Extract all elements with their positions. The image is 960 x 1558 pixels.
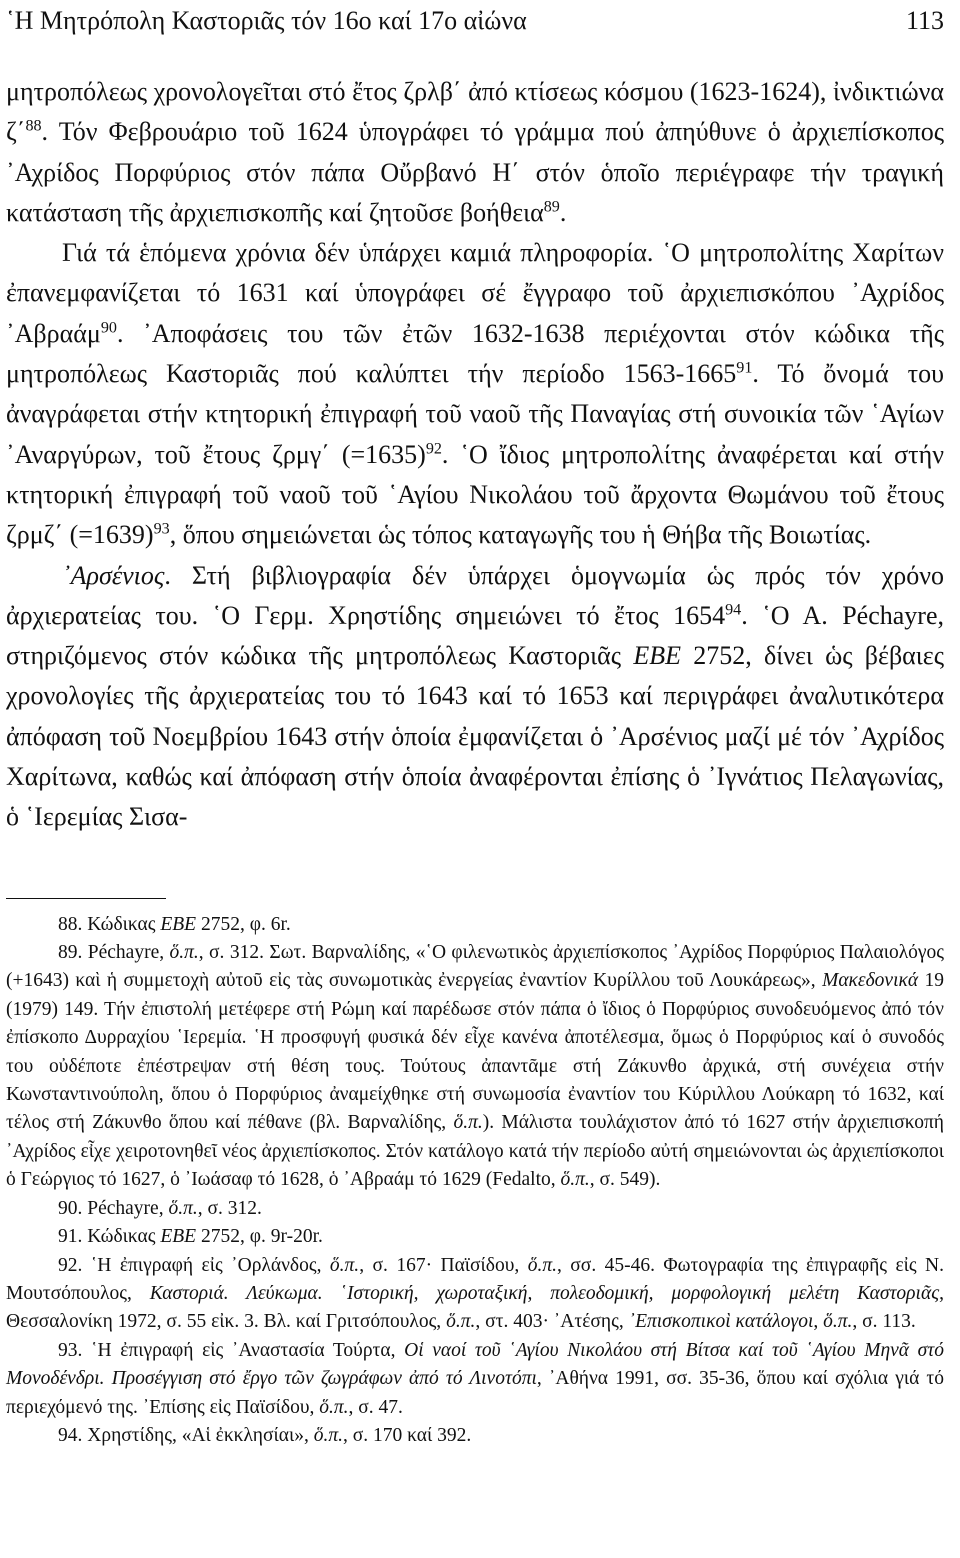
footnote-94: [6, 1422, 944, 1450]
page-number: 113: [905, 6, 944, 35]
text-run: , στ. 403· ᾿Ατέσης,: [475, 1311, 629, 1333]
journal-title: Μακεδονικά: [822, 970, 919, 992]
text-run: . ᾿Αποφάσεις του τῶν ἐτῶν 1632-1638 περιέχονται στόν κώδικα τῆς μητροπόλεως Καστοριᾶς πού καλύπτει τήν περίοδο 1563-1665: [6, 318, 944, 389]
op-cit: ὅ.π.: [168, 1197, 198, 1219]
text-run: , σσ. 45-46. Φωτογραφία της ἐπιγραφῆς εἰς Ν. Μουτσόπουλος,: [6, 1254, 944, 1304]
footnote-90: [6, 1195, 944, 1223]
op-cit: ὅ.π.: [823, 1311, 853, 1333]
text-run: .: [559, 197, 567, 227]
footnote-ref-90: 90: [100, 319, 117, 337]
bishop-name: ᾿Αρσένιος: [62, 560, 165, 590]
book-title: Οἱ ναοί τοῦ ῾Αγίου Νικολάου στή Βίτσα καί τοῦ ῾Αγίου Μηνᾶ στό Μονοδένδρι. Προσέγγιση στό ἔργο τῶν ζωγράφων ἀπό τό Λινοτόπι: [6, 1339, 945, 1390]
op-cit: ὅ.π.: [329, 1254, 360, 1276]
text-run: 2752, φ. 9r-20r.: [196, 1226, 323, 1248]
footnote-ref-92: 92: [425, 440, 442, 458]
text-run: ). Μάλιστα τουλάχιστον ἀπό τό 1627 στήν ἀρχιεπισκοπή ᾿Αχρίδος εἶχε χειροτονηθεῖ νέος ἀρχιεπίσκοπος. Στόν κατάλογο κατά τήν περίοδο αὐτή σημειώνονται ὡς ἀρχιεπίσκοποι ὁ Γεώργιος τό 1627, ὁ ᾿Ιωάσαφ τό 1628, ὁ ᾿Αβραάμ τό 1629 (Fedalto,: [6, 1112, 944, 1191]
text-run: . Στή βιβλιογραφία δέν ὑπάρχει ὁμογνωμία ὡς πρός τόν χρόνο ἀρχιερατείας του. ῾Ο Γερμ. Χρηστίδης σημειώνει τό ἔτος 1654: [6, 560, 944, 630]
paragraph-3: [6, 556, 944, 838]
text-run: 91. Κώδικας: [58, 1226, 161, 1248]
paragraph-1: [6, 72, 944, 233]
codex-abbrev: EBE: [160, 1226, 197, 1248]
book-title: Καστοριά. Λεύκωμα. ῾Ιστορική, χωροταξική, πολεοδομική, μορφολογική μελέτη Καστοριᾶς: [149, 1282, 940, 1304]
text-run: 2752, δίνει ὡς βέβαιες χρονολογίες τῆς ἀρχιερατείας του τό 1643 καί τό 1653 καί περιγράφει ἀναλυτικότερα ἀπόφαση τοῦ Νοεμβρίου 1643 στήν ὁποία ἐμφανίζεται ὁ ᾿Αρσένιος μαζί μέ τόν ᾿Αχρίδος Χαρίτωνα, καθώς καί ἀπόφαση στήν ὁποία ἀναφέρονται ἐπίσης ὁ ᾿Ιγνάτιος Πελαγωνίας, ὁ ῾Ιερεμίας Σισα-: [6, 641, 945, 832]
footnote-ref-91: 91: [736, 359, 753, 377]
text-run: , σ. 312.: [197, 1197, 262, 1219]
footnote-89: [6, 939, 944, 1195]
text-run: , σ. 167· Παϊσίδου,: [359, 1254, 528, 1276]
text-run: , Θεσσαλονίκη 1972, σ. 55 εἰκ. 3. Βλ. καί Γριτσόπουλος,: [6, 1282, 944, 1333]
text-run: 88. Κώδικας: [58, 913, 161, 935]
text-run: 92. ῾Η ἐπιγραφή εἰς ᾿Ορλάνδος,: [58, 1254, 330, 1276]
text-run: , ὅπου σημειώνεται ὡς τόπος καταγωγῆς του ἡ Θήβα τῆς Βοιωτίας.: [169, 520, 872, 550]
op-cit: ὅ.π.: [453, 1112, 483, 1134]
op-cit: ὅ.π.: [446, 1311, 476, 1333]
op-cit: ὅ.π.: [169, 942, 199, 964]
text-run: 94. Χρηστίδης, «Αἱ ἐκκλησίαι»,: [58, 1424, 314, 1446]
footnote-92: [6, 1252, 944, 1337]
text-run: , ᾿Αθήνα 1991, σσ. 35-36, ὅπου καί σχόλια γιά τό περιεχόμενό της. ᾿Επίσης εἰς Παϊσίδου,: [6, 1368, 944, 1418]
text-run: ,: [813, 1311, 824, 1333]
footnote-ref-89: 89: [543, 198, 560, 216]
footnote-ref-88: 88: [25, 117, 42, 135]
text-run: . ῾Ο Α. Péchayre, στηριζόμενος στόν κώδικα τῆς μητροπόλεως Καστοριᾶς: [6, 600, 944, 671]
text-run: , σ. 170 καί 392.: [343, 1424, 472, 1446]
footnote-ref-94: 94: [725, 601, 742, 619]
codex-abbrev: EBE: [633, 641, 681, 671]
text-run: μητροπόλεως χρονολογεῖται στό ἔτος ζρλβ΄ ἀπό κτίσεως κόσμου (1623-1624), ἰνδικτιώνα ζ΄: [6, 77, 944, 147]
text-run: 2752, φ. 6r.: [196, 913, 291, 935]
footnotes: [6, 911, 944, 1451]
text-run: , σ. 312. Σωτ. Βαρναλίδης, «῾Ο φιλενωτικὸς ἀρχιεπίσκοπος ᾿Αχρίδος Πορφύριος Παλαιολόγος (+1643) καὶ ἡ συμμετοχὴ αὐτοῦ εἰς τὰς συνωμοτικὰς ἐνεργείας ἐναντίον Κυρίλλου τοῦ Λουκάρεως»,: [6, 942, 944, 992]
main-text: [6, 72, 944, 838]
text-run: . Τό ὄνομά του ἀναγράφεται στήν κτητορική ἐπιγραφή τοῦ ναοῦ τῆς Παναγίας στή συνοικία τῶν ῾Αγίων ᾿Αναργύρων, τοῦ ἔτους ζρμγ΄ (=1635): [6, 359, 945, 469]
book-title: ᾿Επισκοπικοὶ κατάλογοι: [628, 1311, 814, 1333]
running-header: [6, 6, 944, 46]
op-cit: ὅ.π.: [560, 1169, 590, 1191]
text-run: 90. Péchayre,: [58, 1197, 169, 1219]
text-run: Γιά τά ἑπόμενα χρόνια δέν ὑπάρχει καμιά πληροφορία. ῾Ο μητροπολίτης Χαρίτων ἐπανεμφανίζεται τό 1631 καί ὑπογράφει σέ ἔγγραφο τοῦ ἀρχιεπισκόπου ᾿Αχρίδος ᾿Αβραάμ: [6, 238, 944, 348]
footnote-ref-93: 93: [153, 520, 170, 538]
footnote-93: [6, 1337, 944, 1422]
op-cit: ὅ.π.: [527, 1254, 557, 1276]
footnote-88: [6, 911, 944, 939]
op-cit: ὅ.π.: [319, 1396, 349, 1418]
codex-abbrev: EBE: [160, 913, 197, 935]
text-run: 89. Péchayre,: [58, 942, 170, 964]
text-run: . Τόν Φεβρουάριο τοῦ 1624 ὑπογράφει τό γράμμα πού ἀπηύθυνε ὁ ἀρχιεπίσκοπος ᾿Αχρίδος Πορφύριος στόν πάπα Οὔρβανό Η΄ στόν ὁποῖο περιέγραφε τήν τραγική κατάσταση τῆς ἀρχιεπισκοπῆς καί ζητοῦσε βοήθεια: [6, 117, 944, 227]
text-run: , σ. 113.: [852, 1311, 916, 1333]
op-cit: ὅ.π.: [313, 1424, 343, 1446]
text-run: , σ. 549).: [589, 1169, 661, 1191]
text-run: . ῾Ο ἴδιος μητροπολίτης ἀναφέρεται καί στήν κτητορική ἐπιγραφή τοῦ ναοῦ τοῦ ῾Αγίου Νικολάου τοῦ ἄρχοντα Θωμάνου τοῦ ἔτους ζρμζ΄ (=1639): [6, 439, 944, 550]
footnote-separator: [6, 898, 166, 899]
text-run: , σ. 47.: [348, 1396, 403, 1418]
text-run: 93. ῾Η ἐπιγραφή εἰς ᾿Αναστασία Τούρτα,: [58, 1339, 405, 1361]
running-title: ῾Η Μητρόπολη Καστοριᾶς τόν 16ο καί 17ο αἰώνα: [6, 6, 527, 35]
text-run: 19 (1979) 149. Τήν ἐπιστολή μετέφερε στή Ρώμη καί παρέδωσε στόν πάπα ὁ ἴδιος ὁ Πορφύριος συνοδευόμενος ἀπό τόν ἐπίσκοπο Δυρραχίου ῾Ιερεμία. ῾Η προσφυγή φυσικά δέν εἶχε κανένα ἀποτέλεσμα, ὅμως ὁ Πορφύριος καί ὁ συνοδός του οὐδέποτε ἐπέστρεψαν στή θέση τους. Τούτους ἀπαντᾶμε στή Ζάκυνθο ἀρχικά, στή συνέχεια στήν Κωνσταντινούπολη, ὅπου ὁ Πορφύριος ἀναμείχθηκε στή συνωμοσία ἐναντίον του Κύριλλου Λούκαρη τό 1632, καί τέλος στή Ζάκυνθο ὅπου καί πέθανε (βλ. Βαρναλίδης,: [6, 970, 944, 1134]
footnote-91: [6, 1223, 944, 1251]
paragraph-2: [6, 233, 944, 555]
